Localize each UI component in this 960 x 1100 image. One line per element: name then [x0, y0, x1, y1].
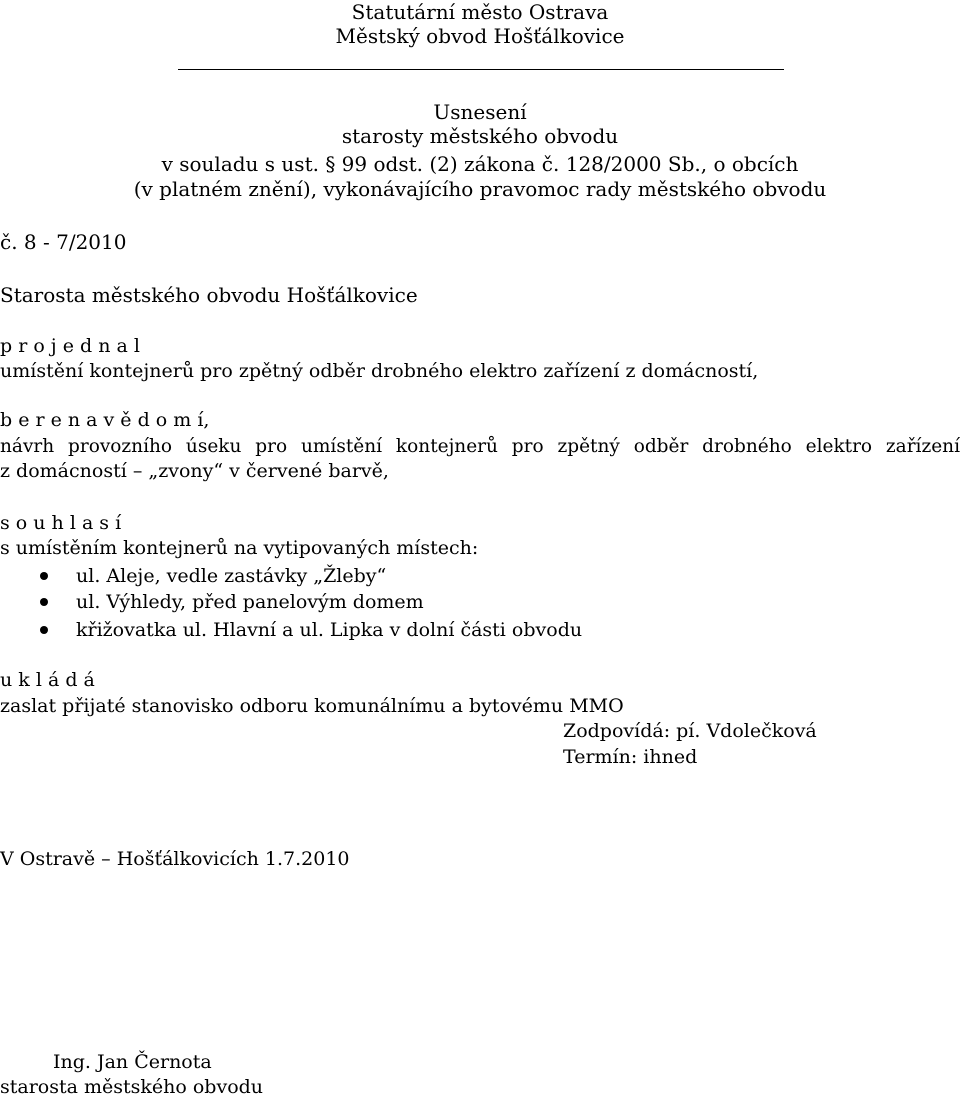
notes-label: b e r e n a v ě d o m í,	[0, 409, 210, 431]
responsible-person: Zodpovídá: pí. Vdolečková	[563, 720, 817, 742]
location-text: křižovatka ul. Hlavní a ul. Lipka v dolní části obvodu	[76, 619, 583, 641]
header-city: Statutární město Ostrava	[351, 0, 609, 24]
bullet-icon	[40, 626, 48, 634]
notes-text-line2: z domácností – „zvony“ v červené barvě,	[0, 460, 389, 482]
title-mayor: starosty městského obvodu	[341, 124, 619, 148]
deadline: Termín: ihned	[563, 746, 698, 768]
orders-text: zaslat přijaté stanovisko odboru komunálnímu a bytovému MMO	[0, 695, 624, 717]
header-divider	[178, 69, 784, 70]
orders-label: u k l á d á	[0, 669, 95, 691]
notes-text-line1: návrh provozního úseku pro umístění kontejnerů pro zpětný odběr drobného elektro zařízení	[0, 436, 960, 457]
title-resolution: Usnesení	[433, 100, 527, 124]
resolution-number: č. 8 - 7/2010	[0, 230, 127, 254]
subject-mayor: Starosta městského obvodu Hošťálkovice	[0, 283, 418, 307]
discussed-label: p r o j e d n a l	[0, 335, 140, 357]
signature-role: starosta městského obvodu	[0, 1076, 264, 1098]
location-text: ul. Aleje, vedle zastávky „Žleby“	[76, 565, 387, 587]
location-text: ul. Výhledy, před panelovým domem	[76, 591, 424, 613]
title-legal-basis-cont: (v platném znění), vykonávajícího pravomoc rady městského obvodu	[133, 177, 827, 201]
bullet-icon	[40, 598, 48, 606]
agrees-text: s umístěním kontejnerů na vytipovaných místech:	[0, 537, 479, 559]
title-legal-basis: v souladu s ust. § 99 odst. (2) zákona č. 128/2000 Sb., o obcích	[161, 152, 799, 176]
bullet-icon	[40, 572, 48, 580]
header-district: Městský obvod Hošťálkovice	[335, 24, 625, 48]
agrees-label: s o u h l a s í	[0, 512, 122, 534]
place-date: V Ostravě – Hošťálkovicích 1.7.2010	[0, 848, 350, 870]
signature-name: Ing. Jan Černota	[53, 1051, 212, 1073]
discussed-text: umístění kontejnerů pro zpětný odběr drobného elektro zařízení z domácností,	[0, 360, 759, 382]
